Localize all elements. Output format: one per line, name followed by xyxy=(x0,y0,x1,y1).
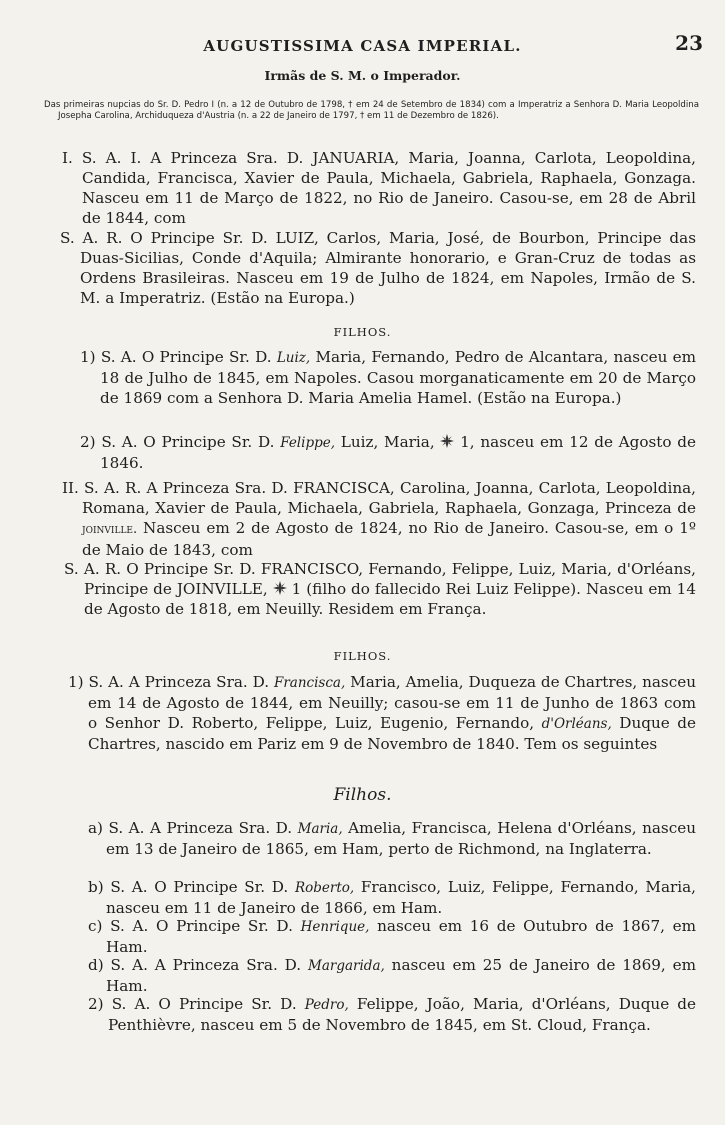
entry-name-italic: Luiz, xyxy=(276,350,311,366)
entry-text-mid: Luiz, Maria, xyxy=(335,433,441,451)
entry-luiz xyxy=(60,228,696,308)
entry-small-caps: joinville. xyxy=(82,522,138,537)
entry-name-italic: Pedro, xyxy=(304,997,349,1013)
entry-text-post: Felippe, João, Maria, d'Orléans, Duque de Penthièvre, nasceu em 5 de Novembro de 1845, em St. Cloud, França. xyxy=(108,995,696,1034)
running-title: AUGUSTISSIMA CASA IMPERIAL. xyxy=(203,37,522,55)
entry-text-post: Amelia, Francisca, Helena d'Orléans, nasceu em 13 de Janeiro de 1865, em Ham, perto de Richmond, na Inglaterra. xyxy=(106,819,696,858)
entry-text-post: nasceu em 16 de Outubro de 1867, em Ham. xyxy=(106,917,696,956)
entry-text-pre: a) S. A. A Princeza Sra. D. xyxy=(88,819,298,837)
entry-text-post: Francisco, Luiz, Felippe, Fernando, Maria, nasceu em 11 de Janeiro de 1866, em Ham. xyxy=(106,878,697,917)
entry-text-post: nasceu em 25 de Janeiro de 1869, em Ham. xyxy=(106,956,696,995)
entry-luiz-filho-1 xyxy=(80,347,696,408)
section-subtitle: Irmãs de S. M. o Imperador. xyxy=(264,68,461,83)
section-label-filhos: FILHOS. xyxy=(333,325,392,339)
entry-text-pre: 1) S. A. A Princeza Sra. D. xyxy=(68,673,274,691)
entry-text-pre: c) S. A. O Principe Sr. D. xyxy=(88,917,301,935)
entry-name-italic: Francisca, xyxy=(273,675,346,691)
entry-text-post: 1 (filho do fallecido Rei Luiz Felippe). Nasceu em 14 de Agosto de 1818, em Neuilly. Residem em França. xyxy=(84,580,696,618)
entry-text-pre: d) S. A. A Princeza Sra. D. xyxy=(88,956,309,974)
entry-januaria-text: I. S. A. I. A Princeza Sra. D. JANUARIA, Maria, Joanna, Carlota, Leopoldina, Candida, Francisca, Xavier de Paula, Michaela, Gabriela, Raphaela, Gonzaga. Nasceu em 11 de Março de 1822, no Rio de Janeiro. Casou-se, em 28 de Abril de 1844, com xyxy=(62,149,696,227)
entry-name-italic: Maria, xyxy=(297,821,343,837)
section-label-filhos-italic: Filhos. xyxy=(333,785,392,805)
entry-name-italic: Roberto, xyxy=(294,880,355,896)
entry-text-pre: 2) S. A. O Principe Sr. D. xyxy=(80,433,281,451)
genealogy-note xyxy=(44,100,699,121)
entry-text-pre: 1) S. A. O Principe Sr. D. xyxy=(80,348,277,366)
entry-name-italic: d'Orléans, xyxy=(541,716,612,732)
entry-child-d xyxy=(88,955,696,996)
entry-luiz-text: S. A. R. O Principe Sr. D. LUIZ, Carlos, Maria, José, de Bourbon, Principe das Duas-Sicilias, Conde d'Aquila; Almirante honorario, e Gran-Cruz de todas as Ordens Brasileiras. Nasceu em 19 de Julho de 1824, em Napoles, Irmão de S. M. a Imperatriz. (Estão na Europa.) xyxy=(60,229,696,307)
entry-text-mid: Maria, Amelia, Duqueza de Chartres, nasceu em 14 de Agosto de 1844, em Neuilly; casou-se em 11 de Junho de 1863 com o Senhor D. Roberto, Felippe, Luiz, Eugenio, Fernando, xyxy=(88,673,696,732)
entry-name-italic: Felippe, xyxy=(280,435,336,451)
entry-child-b xyxy=(88,877,697,918)
entry-francisco xyxy=(64,559,696,619)
entry-name-italic: Margarida, xyxy=(308,958,385,974)
entry-text-post: Duque de Chartres, nascido em Pariz em 9 de Novembro de 1840. Tem os seguintes xyxy=(88,714,696,753)
page-number: 23 xyxy=(675,31,703,55)
entry-francisca-filha-1 xyxy=(68,672,696,754)
entry-francisca xyxy=(62,478,696,560)
entry-text-post: 1, nasceu em 12 de Agosto de 1846. xyxy=(100,433,696,472)
entry-text-post: Maria, Fernando, Pedro de Alcantara, nasceu em 18 de Julho de 1845, em Napoles. Casou morganaticamente em 20 de Março de 1869 com a Senhora D. Maria Amelia Hamel. (Estão na Europa.) xyxy=(100,348,696,407)
entry-child-a xyxy=(88,818,696,859)
entry-francisca-filho-2 xyxy=(88,994,696,1035)
entry-text-pre: S. A. R. O Principe Sr. D. FRANCISCO, Fernando, Felippe, Luiz, Maria, d'Orléans, Principe de JOINVILLE, xyxy=(64,560,696,598)
entry-text-pre: 2) S. A. O Principe Sr. D. xyxy=(88,995,305,1013)
genealogy-note-text: Das primeiras nupcias do Sr. D. Pedro I (n. a 12 de Outubro de 1798, † em 24 de Setembro de 1834) com a Imperatriz a Senhora D. Maria Leopoldina Josepha Carolina, Archiduqueza d'Austria (n. a 22 de Janeiro de 1797, † em 11 de Dezembro de 1826). xyxy=(44,100,699,121)
entry-text-pre: II. S. A. R. A Princeza Sra. D. FRANCISCA, Carolina, Joanna, Carlota, Leopoldina, Romana, Xavier de Paula, Michaela, Gabriela, Raphaela, Gonzaga, Princeza de xyxy=(62,479,696,517)
entry-text-post: Nasceu em 2 de Agosto de 1824, no Rio de Janeiro. Casou-se, em o 1º de Maio de 1843, com xyxy=(82,519,696,559)
order-star-icon xyxy=(273,581,287,595)
page-header xyxy=(0,31,725,62)
order-star-icon xyxy=(440,434,454,448)
section-label-filhos: FILHOS. xyxy=(333,649,392,663)
entry-name-italic: Henrique, xyxy=(300,919,370,935)
entry-text-pre: b) S. A. O Principe Sr. D. xyxy=(88,878,295,896)
entry-januaria xyxy=(62,148,696,228)
entry-luiz-filho-2 xyxy=(80,432,696,473)
entry-child-c xyxy=(88,916,696,957)
